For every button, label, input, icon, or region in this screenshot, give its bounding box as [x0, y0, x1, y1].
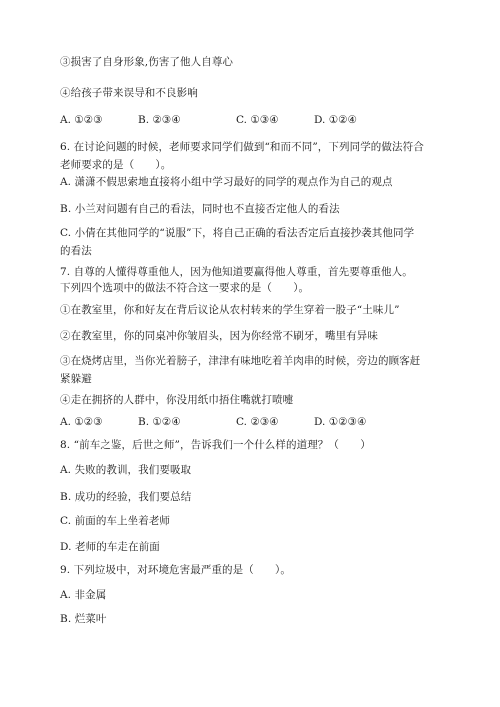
q6-option-c-line-2: 的看法: [60, 245, 92, 257]
q5-option-b: B. ②③④: [138, 114, 181, 126]
q7-item-1: ①在教室里，你和好友在背后议论从农村转来的学生穿着一股子“土味儿”: [60, 304, 400, 316]
q7-stem-line-1: 7. 自尊的人懂得尊重他人，因为他知道要赢得他人尊重，首先要尊重他人。: [60, 266, 413, 278]
q7-option-d: D. ①②③④: [314, 416, 367, 428]
q6-stem-line-2: 老师要求的是（ ）。: [60, 159, 172, 171]
q8-option-b: B. 成功的经验，我们要总结: [60, 491, 192, 503]
q7-option-b: B. ①②④: [138, 416, 181, 428]
q7-stem-line-2: 下列四个选项中的做法不符合这一要求的是（ ）。: [60, 282, 310, 294]
q7-item-4: ④走在拥挤的人群中，你没用纸巾捂住嘴就打喷嚏: [60, 394, 294, 406]
q7-item-3-line-1: ③在烧烤店里，当你光着膀子，津津有味地吃着羊肉串的时候，旁边的顾客赶: [60, 355, 421, 367]
q5-item-4: ④给孩子带来误导和不良影响: [60, 87, 198, 99]
q8-option-a: A. 失败的教训，我们要吸取: [60, 464, 192, 476]
q9-stem: 9. 下列垃圾中，对环境危害最严重的是（ ）。: [60, 564, 292, 576]
q7-option-c: C. ②③④: [236, 416, 279, 428]
q8-option-c: C. 前面的车上坐着老师: [60, 515, 171, 527]
q9-option-a: A. 非金属: [60, 589, 107, 601]
q6-option-c-line-1: C. 小倩在其他同学的“说服”下，将自己正确的看法否定后直接抄袭其他同学: [60, 227, 415, 239]
q8-option-d: D. 老师的车走在前面: [60, 541, 160, 553]
q7-item-2: ②在教室里，你的同桌冲你皱眉头，因为你经常不刷牙，嘴里有异味: [60, 330, 378, 342]
q5-option-c: C. ①③④: [236, 114, 279, 126]
q8-stem: 8. “前车之鉴，后世之师”，告诉我们一个什么样的道理？（ ）: [60, 439, 371, 451]
q9-option-b: B. 烂菜叶: [60, 613, 107, 625]
q6-option-b: B. 小兰对问题有自己的看法，同时也不直接否定他人的看法: [60, 203, 340, 215]
q6-stem-line-1: 6. 在讨论问题的时候，老师要求同学们做到“和而不同”，下列同学的做法符合: [60, 141, 424, 153]
q7-option-a: A. ①②③: [60, 416, 103, 428]
q6-option-a: A. 潇潇不假思索地直接将小组中学习最好的同学的观点作为自己的观点: [60, 176, 393, 188]
q7-item-3-line-2: 紧躲避: [60, 373, 92, 385]
q5-option-a: A. ①②③: [60, 114, 103, 126]
q5-item-3: ③损害了自身形象,伤害了他人自尊心: [60, 56, 234, 68]
q5-option-d: D. ①②④: [314, 114, 357, 126]
